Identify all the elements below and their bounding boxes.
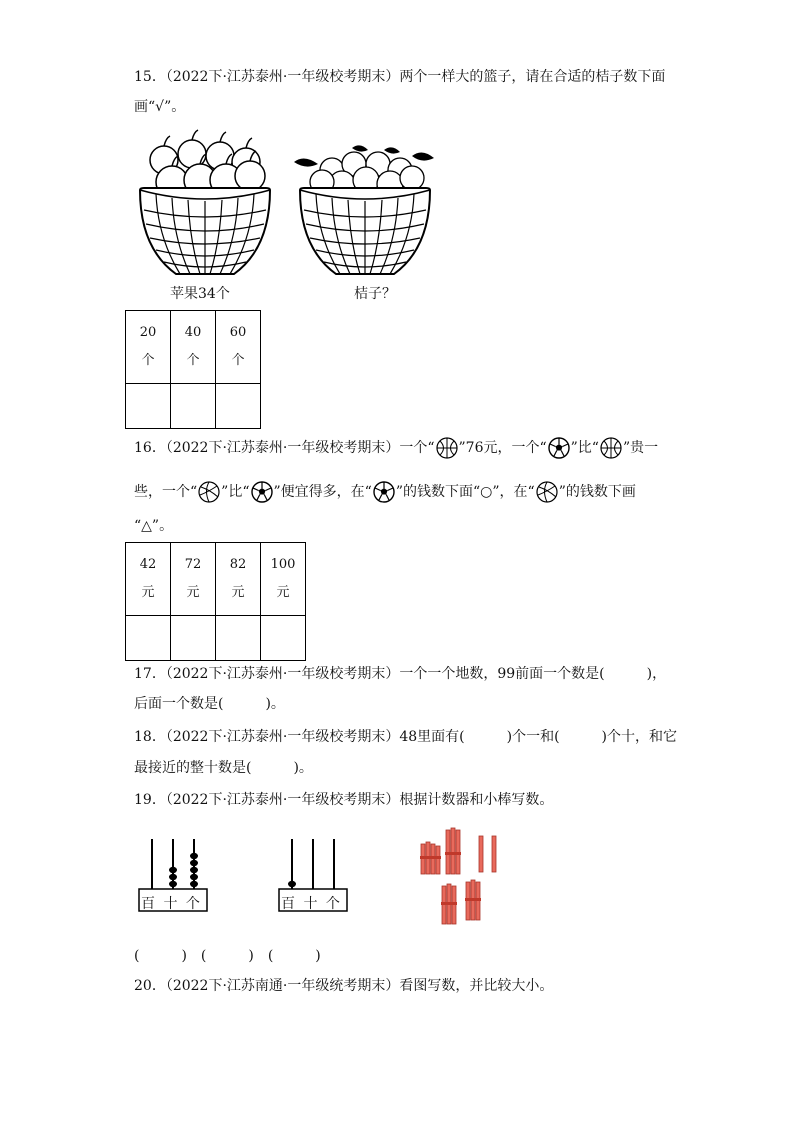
q16-answer-table: [125, 542, 306, 661]
q15-answer-table: [125, 310, 261, 429]
q17-text-line1: 17．（2022下·江苏泰州·一年级校考期末）一个一个地数，99前面一个数是( )，: [134, 666, 667, 682]
abacus-1-label: 百 十 个: [141, 896, 202, 912]
q16-answer-cell-2[interactable]: [171, 616, 216, 661]
q17-text-line2: 后面一个数是( )。: [134, 696, 285, 712]
q15-answer-cell-2[interactable]: [171, 384, 216, 429]
q20-text-line1: 20．（2022下·江苏南通·一年级统考期末）看图写数，并比较大小。: [134, 978, 554, 994]
apple-basket-image: [136, 128, 274, 280]
apple-caption: 苹果34个: [170, 286, 230, 302]
volleyball-icon: [536, 481, 558, 503]
q15-text-line2: 画“√”。: [134, 99, 186, 115]
q15-answer-cell-3[interactable]: [216, 384, 261, 429]
basketball-icon: [600, 437, 622, 459]
orange-caption: 桔子？: [354, 286, 396, 302]
q19-text-line1: 19．（2022下·江苏泰州·一年级校考期末）根据计数器和小棒写数。: [134, 792, 554, 808]
q16-answer-cell-3[interactable]: [216, 616, 261, 661]
soccer-ball-icon: [251, 481, 273, 503]
q16-option-3: 82 元: [216, 543, 261, 616]
q16-option-4: 100 元: [261, 543, 306, 616]
q15-answer-cell-1[interactable]: [126, 384, 171, 429]
q18-text-line1: 18．（2022下·江苏泰州·一年级校考期末）48里面有( )个一和( )个十，和它: [134, 729, 678, 745]
q15-option-2: 40 个: [171, 311, 216, 384]
q16-option-1: 42 元: [126, 543, 171, 616]
soccer-ball-icon: [548, 437, 570, 459]
q16-text-line2: 些，一个“ ”比“ ”便宜得多，在“ ”的钱数下面“○”，在“ ”的钱数下画: [134, 481, 636, 503]
q16-text-line3: “△”。: [134, 518, 174, 534]
q18-text-line2: 最接近的整十数是( )。: [134, 760, 313, 776]
abacus-2-label: 百 十 个: [281, 896, 342, 912]
orange-basket-image: [292, 128, 438, 280]
q16-option-2: 72 元: [171, 543, 216, 616]
q15-option-1: 20 个: [126, 311, 171, 384]
volleyball-icon: [198, 481, 220, 503]
q16-answer-cell-4[interactable]: [261, 616, 306, 661]
basketball-icon: [436, 437, 458, 459]
q15-text-line1: 15．（2022下·江苏泰州·一年级校考期末）两个一样大的篮子，请在合适的桔子数下面: [134, 69, 666, 85]
q15-option-3: 60 个: [216, 311, 261, 384]
q19-answer-blanks[interactable]: ( ) ( ) ( ): [134, 948, 321, 964]
soccer-ball-icon: [373, 481, 395, 503]
counting-sticks-image: [416, 826, 506, 928]
q16-text-line1: 16．（2022下·江苏泰州·一年级校考期末）一个“ ”76元，一个“ ”比“ ”贵一: [134, 437, 658, 459]
q16-answer-cell-1[interactable]: [126, 616, 171, 661]
